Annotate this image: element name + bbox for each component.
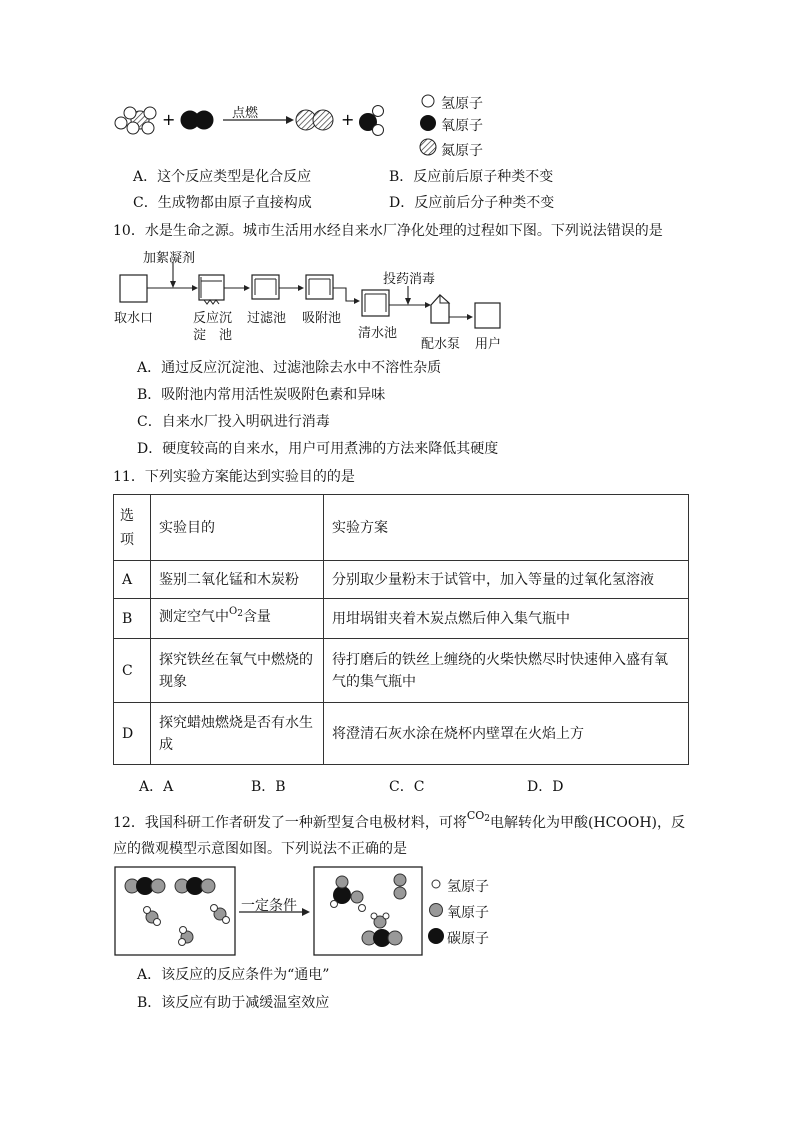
- q10-stem: 10．水是生命之源。城市生活用水经自来水厂净化处理的过程如下图。下列说法错误的是: [113, 223, 663, 239]
- table-row: [114, 599, 689, 639]
- table-row: [114, 639, 689, 703]
- sediment-tank-icon: [199, 275, 224, 304]
- hydrogen-atom-legend-icon: [422, 95, 434, 107]
- q10-option-c[interactable]: C．自来水厂投入明矾进行消毒: [137, 414, 330, 430]
- table-header-plan: 实验方案: [324, 495, 689, 561]
- q11-option-c[interactable]: C．C: [389, 779, 425, 795]
- oxygen-molecule-icon: [181, 111, 213, 129]
- q12-legend-oxygen: 氧原子: [447, 905, 489, 921]
- oxygen-atom-legend-icon: [420, 115, 436, 131]
- q12-option-b[interactable]: B．该反应有助于减缓温室效应: [137, 995, 330, 1011]
- intake-box: [120, 275, 147, 302]
- q12-stem-line2: 应的微观模型示意图如图。下列说法不正确的是: [113, 841, 407, 857]
- row-option: B: [114, 599, 151, 639]
- q12-legend-hydrogen: 氢原子: [447, 879, 489, 895]
- co2-molecule-icon: [362, 929, 402, 947]
- row-plan: 分别取少量粉末于试管中，加入等量的过氧化氢溶液: [324, 561, 689, 599]
- q12-micro-model-diagram: [112, 862, 502, 962]
- flow-add-coagulant: 加絮凝剂: [143, 251, 196, 266]
- q12-legend-carbon: 碳原子: [447, 931, 489, 947]
- table-header-goal: 实验目的: [151, 495, 324, 561]
- q12-condition-label: 一定条件: [241, 898, 297, 914]
- nitrogen-molecule-icon: [296, 110, 333, 130]
- row-option: A: [114, 561, 151, 599]
- co2-molecule-icon: [125, 877, 165, 895]
- q11-option-b[interactable]: B．B: [251, 779, 286, 795]
- water-molecule-icon: [359, 106, 384, 136]
- row-plan: 将澄清石灰水涂在烧杯内壁罩在火焰上方: [324, 703, 689, 765]
- q12-option-a[interactable]: A．该反应的反应条件为“通电”: [137, 967, 330, 983]
- q11-option-a[interactable]: A．A: [139, 779, 174, 795]
- q11-stem: 11．下列实验方案能达到实验目的的是: [113, 469, 355, 485]
- experiment-table: [113, 494, 689, 765]
- table-row: [114, 561, 689, 599]
- flow-label-user: 用户: [475, 337, 502, 352]
- table-row: [114, 703, 689, 765]
- filter-tank-icon: [252, 275, 279, 299]
- nitrogen-atom-legend-icon: [420, 139, 436, 155]
- flow-label-sediment-2: 淀 池: [193, 328, 233, 343]
- flow-label-adsorb: 吸附池: [302, 311, 342, 326]
- water-pump-icon: [431, 295, 449, 323]
- flow-add-disinfectant: 投药消毒: [383, 272, 436, 287]
- q9-option-a[interactable]: A．这个反应类型是化合反应: [133, 169, 312, 185]
- q9-legend-hydrogen: 氢原子: [441, 96, 483, 112]
- svg-text:+: +: [162, 110, 176, 129]
- co2-molecule-icon: [175, 877, 215, 895]
- q9-option-d[interactable]: D．反应前后分子种类不变: [389, 195, 555, 211]
- flow-label-sediment-1: 反应沉: [193, 311, 233, 326]
- flow-label-clean: 清水池: [358, 326, 398, 341]
- q10-option-a[interactable]: A．通过反应沉淀池、过滤池除去水中不溶性杂质: [137, 360, 442, 376]
- q10-option-b[interactable]: B．吸附池内常用活性炭吸附色素和异味: [137, 387, 386, 403]
- flow-label-intake: 取水口: [114, 311, 154, 326]
- row-goal: 探究铁丝在氧气中燃烧的现象: [151, 639, 324, 703]
- flow-label-pump: 配水泵: [421, 337, 461, 352]
- row-plan: 用坩埚钳夹着木炭点燃后伸入集气瓶中: [324, 599, 689, 639]
- row-option: D: [114, 703, 151, 765]
- row-goal: 测定空气中$^{O2}$含量: [151, 599, 324, 639]
- hydrogen-atom-legend-icon: [432, 880, 440, 888]
- svg-text:+: +: [341, 110, 355, 129]
- q12-stem-line1: 12．我国科研工作者研发了一种新型复合电极材料，可将$^{CO_2}$电解转化为甲酸(HCOOH)，反: [113, 809, 686, 831]
- q11-option-d[interactable]: D．D: [527, 779, 564, 795]
- q9-option-c[interactable]: C．生成物都由原子直接构成: [133, 195, 312, 211]
- user-box: [475, 303, 500, 328]
- carbon-atom-legend-icon: [428, 928, 444, 944]
- q10-option-d[interactable]: D．硬度较高的自来水，用户可用煮沸的方法来降低其硬度: [137, 441, 499, 457]
- clean-water-tank-icon: [362, 290, 389, 316]
- q9-legend-oxygen: 氧原子: [441, 118, 483, 134]
- oxygen-atom-legend-icon: [430, 904, 443, 917]
- row-goal: 探究蜡烛燃烧是否有水生成: [151, 703, 324, 765]
- table-header-row: [114, 495, 689, 561]
- table-header-option: 选项: [114, 495, 151, 561]
- flow-label-filter: 过滤池: [247, 311, 287, 326]
- q9-option-b[interactable]: B．反应前后原子种类不变: [389, 169, 554, 185]
- ammonia-molecule-icon: [115, 107, 156, 134]
- row-option: C: [114, 639, 151, 703]
- row-goal: 鉴别二氧化锰和木炭粉: [151, 561, 324, 599]
- adsorption-tank-icon: [306, 275, 333, 299]
- q9-reaction-condition: 点燃: [232, 106, 259, 121]
- row-plan: 待打磨后的铁丝上缠绕的火柴快燃尽时快速伸入盛有氧气的集气瓶中: [324, 639, 689, 703]
- q9-legend-nitrogen: 氮原子: [441, 143, 483, 159]
